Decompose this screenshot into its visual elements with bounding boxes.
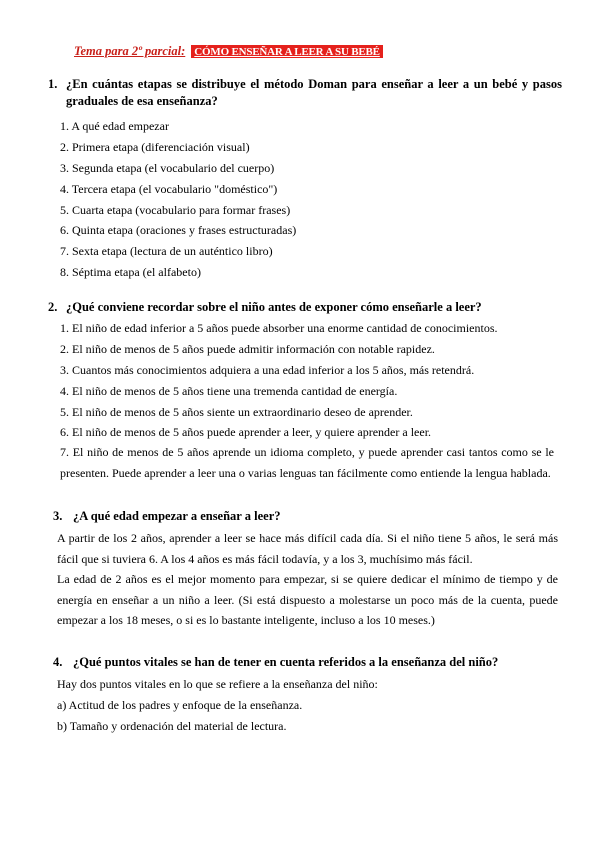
list-item: 6. El niño de menos de 5 años puede aprender a leer, y quiere aprender a leer. xyxy=(60,425,432,439)
intro-text: Hay dos puntos vitales en lo que se refiere a la enseñanza del niño: xyxy=(57,677,378,691)
question-text: ¿A qué edad empezar a enseñar a leer? xyxy=(73,509,281,523)
list-item: 1. El niño de edad inferior a 5 años puede absorber una enorme cantidad de conocimientos. xyxy=(60,321,498,335)
question-text: ¿En cuántas etapas se distribuye el método Doman para enseñar a leer a un bebé y pasos graduales de esa enseñanza? xyxy=(66,77,562,108)
list-item: 4. El niño de menos de 5 años tiene una tremenda cantidad de energía. xyxy=(60,384,398,398)
document-title xyxy=(74,44,383,59)
list-item: 3. Cuantos más conocimientos adquiera a una edad inferior a los 5 años, más retendrá. xyxy=(60,363,475,377)
list-item: 2. El niño de menos de 5 años puede admitir información con notable rapidez. xyxy=(60,342,435,356)
list-item: 5. Cuarta etapa (vocabulario para formar frases) xyxy=(60,203,291,217)
list-item: 7. Sexta etapa (lectura de un auténtico libro) xyxy=(60,244,273,258)
question-2 xyxy=(48,299,562,316)
list-item: 1. A qué edad empezar xyxy=(60,119,169,133)
question-text: ¿Qué conviene recordar sobre el niño antes de exponer cómo enseñarle a leer? xyxy=(66,300,482,314)
paragraph: La edad de 2 años es el mejor momento para empezar, si se quiere dedicar el mínimo de tiempo y de energía en enseñar a un niño a leer. (Si está dispuesto a molestarse un poco más de la cuenta, puede empezar a los 18 meses, o si es lo bastante inteligente, incluso a los 10 meses.) xyxy=(57,572,558,627)
list-item: a) Actitud de los padres y enfoque de la enseñanza. xyxy=(57,698,303,712)
list-item: 7. El niño de menos de 5 años aprende un idioma completo, y puede aprender casi tantos como se le presenten. Puede aprender a leer una o varias lenguas tan fácilmente como entiende la lengua hablada. xyxy=(60,445,554,480)
list-item: 6. Quinta etapa (oraciones y frases estructuradas) xyxy=(60,223,297,237)
question-text: ¿Qué puntos vitales se han de tener en cuenta referidos a la enseñanza del niño? xyxy=(73,655,499,669)
list-item: b) Tamaño y ordenación del material de lectura. xyxy=(57,719,287,733)
question-4 xyxy=(53,654,562,671)
title-topic-badge: CÓMO ENSEÑAR A LEER A SU BEBÉ xyxy=(191,45,383,58)
list-item: 8. Séptima etapa (el alfabeto) xyxy=(60,265,201,279)
list-item: 3. Segunda etapa (el vocabulario del cuerpo) xyxy=(60,161,275,175)
paragraph: A partir de los 2 años, aprender a leer se hace más difícil cada día. Si el niño tiene 5 años, le será más fácil que si tuviera 6. A los 4 años es más fácil todavía, y a los 3, muchísimo más fácil. xyxy=(57,531,558,566)
list-item: 5. El niño de menos de 5 años siente un extraordinario deseo de aprender. xyxy=(60,405,413,419)
question-number: 1. xyxy=(48,77,58,91)
question-3 xyxy=(53,508,562,525)
question-1 xyxy=(48,76,562,110)
question-number: 2. xyxy=(48,300,58,314)
list-item: 2. Primera etapa (diferenciación visual) xyxy=(60,140,250,154)
question-number: 4. xyxy=(53,655,63,669)
title-prefix: Tema para 2º parcial: xyxy=(74,44,186,58)
question-number: 3. xyxy=(53,509,63,523)
list-item: 4. Tercera etapa (el vocabulario "doméstico") xyxy=(60,182,278,196)
